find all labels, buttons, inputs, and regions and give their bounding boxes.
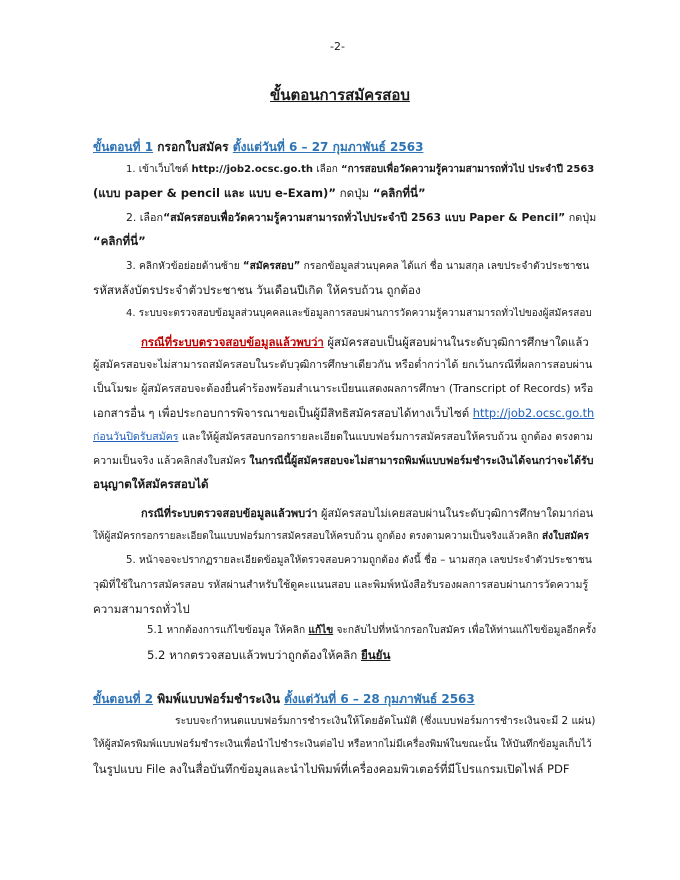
confirm-label: ยืนยัน [360, 648, 391, 662]
step2-date: ตั้งแต่วันที่ 6 – 28 กุมภาพันธ์ 2563 [284, 692, 475, 706]
text: กดปุ่ม [565, 211, 597, 224]
case1-warning: ในกรณีนี้ผู้สมัครสอบจะไม่สามารถพิมพ์แบบฟอร์มชำระเงินได้จนกว่าจะได้รับ [249, 455, 594, 467]
step2-line3: ในรูปแบบ File ลงในสื่อบันทึกข้อมูลและนำไปพิมพ์ที่เครื่องคอมพิวเตอร์ที่มีโปรแกรมเปิดไฟล์ PDF [93, 762, 570, 776]
text: เลือก [313, 164, 341, 175]
text: ความเป็นจริง แล้วคลิกส่งใบสมัคร [93, 455, 250, 467]
step1-heading [93, 138, 423, 156]
step1-item3-line1 [126, 258, 589, 276]
step1-name: กรอกใบสมัคร [157, 140, 229, 154]
case1-line6 [93, 452, 593, 470]
text: จะกลับไปที่หน้ากรอกใบสมัคร เพื่อให้ท่านแก้ไขข้อมูลอีกครั้ง [333, 625, 597, 636]
case1-line2: ผู้สมัครสอบจะไม่สามารถสมัครสอบในระดับวุฒิการศึกษาเดียวกัน หรือต่ำกว่าได้ ยกเว้นกรณีที่ผลการสอบผ่าน [93, 358, 593, 371]
step1-item1-line1 [126, 161, 594, 179]
step1-label: ขั้นตอนที่ 1 [93, 140, 154, 154]
text: 3. คลิกหัวข้อย่อยด้านซ้าย [126, 261, 243, 272]
step2-heading [93, 690, 475, 708]
ocsc-link[interactable]: http://job2.ocsc.go.th [472, 406, 595, 420]
case2-line2 [93, 528, 589, 546]
step1-date: ตั้งแต่วันที่ 6 – 27 กุมภาพันธ์ 2563 [232, 140, 424, 154]
exam-name: “การสอบเพื่อวัดความรู้ความสามารถทั่วไป ประจำปี 2563 [341, 164, 595, 175]
step2-name: พิมพ์แบบฟอร์มชำระเงิน [157, 692, 280, 706]
item5-line3: ความสามารถทั่วไป [93, 602, 190, 616]
item5-line2: วุฒิที่ใช้ในการสมัครสอบ รหัสผ่านสำหรับใช้ดูคะแนนสอบ และพิมพ์หนังสือรับรองผลการสอบผ่านการวัดความรู้ [93, 579, 589, 591]
page-number: -2- [330, 40, 345, 53]
text: 1. เข้าเว็บไซต์ [126, 164, 192, 175]
submit-label: ส่งใบสมัคร [542, 531, 589, 542]
text: ผู้สมัครสอบไม่เคยสอบผ่านในระดับวุฒิการศึกษาใดมาก่อน [317, 507, 594, 520]
case1-line5 [93, 428, 593, 446]
step1-item3-line2: รหัสหลังบัตรประจำตัวประชาชน วันเดือนปีเกิด ให้ครบถ้วน ถูกต้อง [93, 283, 421, 297]
text: และให้ผู้สมัครสอบกรอกรายละเอียดในแบบฟอร์มการสมัครสอบให้ครบถ้วน ถูกต้อง ตรงตาม [178, 431, 593, 443]
text: เอกสารอื่น ๆ เพื่อประกอบการพิจารณาขอเป็นผู้มีสิทธิสมัครสอบได้ทางเว็บไซต์ [93, 406, 473, 420]
step2-line1: ระบบจะกำหนดแบบฟอร์มการชำระเงินให้โดยอัตโนมัติ (ซึ่งแบบฟอร์มการชำระเงินจะมี 2 แผ่น) [175, 715, 596, 727]
text: กดปุ่ม [335, 186, 373, 200]
text: 5.1 หากต้องการแก้ไขข้อมูล ให้คลิก [147, 625, 309, 636]
click-here-label: “คลิกที่นี่” [372, 186, 426, 200]
job-site-url: http://job2.ocsc.go.th [191, 164, 314, 175]
step2-line2: ให้ผู้สมัครพิมพ์แบบฟอร์มชำระเงินเพื่อนำไปชำระเงินต่อไป หรือหากไม่มีเครื่องพิมพ์ในขณะนั้น ให้บันทึกข้อมูลเก็บไว้ [93, 739, 592, 750]
step1-item2-line2: “คลิกที่นี่” [93, 234, 146, 248]
step1-item4: 4. ระบบจะตรวจสอบข้อมูลส่วนบุคคลและข้อมูลการสอบผ่านการวัดความรู้ความสามารถทั่วไปของผู้สมัครสอบ [126, 308, 592, 319]
page-title: ขั้นตอนการสมัครสอบ [270, 86, 410, 104]
item5-line1: 5. หน้าจอจะปรากฏรายละเอียดข้อมูลให้ตรวจสอบความถูกต้อง ดังนี้ ชื่อ – นามสกุล เลขประจำตัวประชาชน [126, 555, 592, 566]
before-close-link[interactable]: ก่อนวันปิดรับสมัคร [93, 431, 179, 443]
case1-label: กรณีที่ระบบตรวจสอบข้อมูลแล้วพบว่า [141, 335, 324, 349]
step1-item2-line1 [126, 209, 596, 227]
text: 5.2 หากตรวจสอบแล้วพบว่าถูกต้องให้คลิก [147, 648, 361, 662]
case2-line1 [141, 505, 593, 523]
item5-2 [147, 646, 390, 664]
edit-label: แก้ไข [308, 625, 334, 636]
text: กรอกข้อมูลส่วนบุคคล ได้แก่ ชื่อ นามสกุล เลขประจำตัวประชาชน [300, 261, 590, 272]
case1-line3: เป็นโมฆะ ผู้สมัครสอบจะต้องยื่นคำร้องพร้อมสำเนาระเบียนแสดงผลการศึกษา (Transcript of Records) หรือ [93, 382, 594, 395]
exam-option: “สมัครสอบเพื่อวัดความรู้ความสามารถทั่วไปประจำปี 2563 แบบ Paper & Pencil” [163, 211, 566, 224]
text: 2. เลือก [126, 211, 164, 224]
apply-menu-label: “สมัครสอบ” [242, 261, 301, 272]
case1-line4 [93, 404, 594, 422]
case2-label: กรณีที่ระบบตรวจสอบข้อมูลแล้วพบว่า [141, 507, 318, 520]
exam-type: (แบบ paper & pencil และ แบบ e-Exam)” [93, 186, 336, 200]
text: ผู้สมัครสอบเป็นผู้สอบผ่านในระดับวุฒิการศึกษาใดแล้ว [323, 335, 589, 349]
step1-item1-line2 [93, 184, 426, 202]
step2-label: ขั้นตอนที่ 2 [93, 692, 154, 706]
case1-line1 [141, 333, 589, 351]
item5-1 [147, 622, 596, 640]
case1-line7: อนุญาตให้สมัครสอบได้ [93, 477, 209, 491]
text: ให้ผู้สมัครกรอกรายละเอียดในแบบฟอร์มการสมัครสอบให้ครบถ้วน ถูกต้อง ตรงตามความเป็นจริงแล้วคลิก [93, 531, 543, 542]
